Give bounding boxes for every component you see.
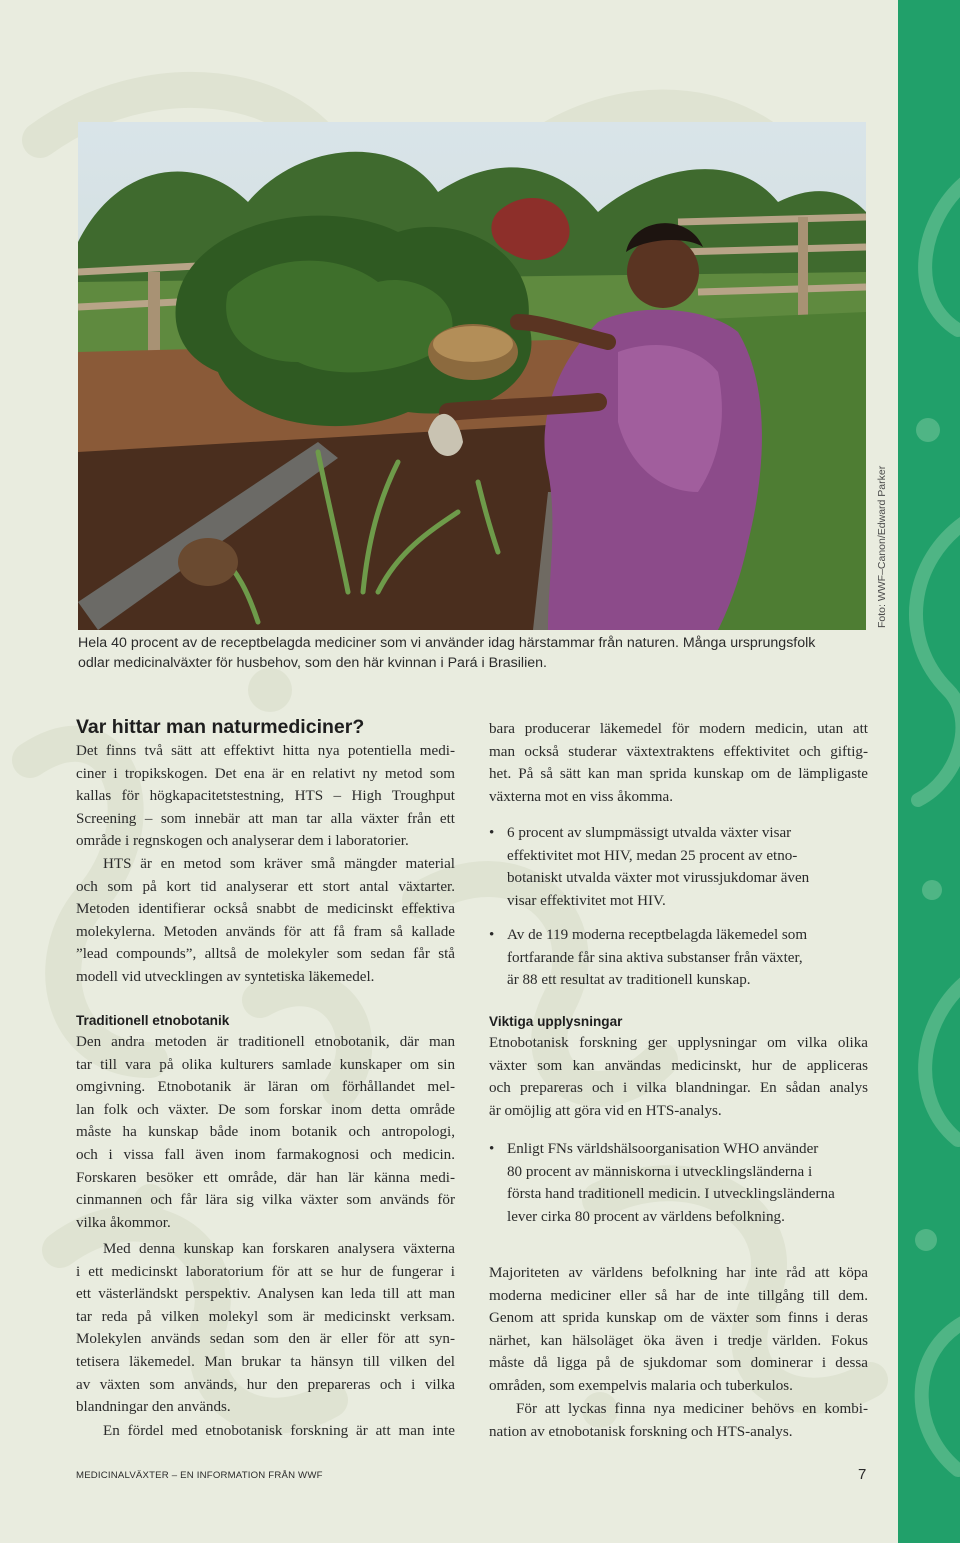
text-line: tetisera läkemedel. Man brukar ta hänsyn till vilken del	[76, 1353, 455, 1370]
left-paragraph-4	[76, 1238, 455, 1419]
text-line: 80 procent av människorna i utvecklingsländerna i	[507, 1163, 813, 1180]
garden-photo	[78, 122, 866, 630]
text-line: lan folk och växter. De som forskar inom detta område	[76, 1101, 455, 1118]
text-line: fortfarande får sina aktiva substanser från växter,	[507, 949, 803, 966]
text-line: nation av etnobotanisk forskning och HTS-analys.	[489, 1423, 793, 1440]
side-stripe	[898, 0, 960, 1543]
caption-line: odlar medicinalväxter för husbehov, som den här kvinnan i Pará i Brasilien.	[78, 655, 547, 671]
right-paragraph-4	[489, 1398, 868, 1443]
text-line: moderna mediciner eller så har de inte tillgång till dem.	[489, 1287, 868, 1304]
text-line: måste då ligga på de sjukdomar som dominerar i dessa	[489, 1355, 868, 1372]
bullet-dot-icon: •	[489, 1141, 495, 1157]
right-bullet-2	[489, 924, 868, 992]
text-line: En fördel med etnobotanisk forskning är att man inte	[103, 1423, 455, 1439]
left-paragraph-1	[76, 740, 455, 853]
right-bullet-3	[489, 1138, 868, 1228]
text-line: närhet, kan hälsoläget öka även i tredje världen. Fokus	[489, 1332, 868, 1349]
section-heading: Var hittar man naturmediciner?	[76, 716, 365, 738]
text-line: het. På så sätt kan man sprida kunskap om de lämpligaste	[489, 766, 868, 783]
text-line: är omöjlig att göra vid en HTS-analys.	[489, 1102, 722, 1119]
text-line: Enligt FNs världshälsoorganisation WHO använder	[507, 1141, 819, 1157]
left-paragraph-3	[76, 1031, 455, 1234]
page-number: 7	[858, 1466, 867, 1483]
text-line: och som på kort tid analyserar ett stort antal växtarter.	[76, 878, 455, 895]
text-line: Den andra metoden är traditionell etnobotanik, där man	[76, 1034, 455, 1050]
text-line: visar effektivitet mot HIV.	[507, 892, 666, 909]
text-line: modell vid utvecklingen av syntetiska läkemedel.	[76, 968, 375, 985]
text-line: ”lead compounds”, alltså de molekyler som sedan får stå	[76, 946, 455, 963]
text-line: HTS är en metod som kräver små mängder material	[103, 856, 455, 872]
text-line: första hand traditionell medicin. I utvecklingsländerna	[507, 1186, 835, 1203]
text-line: tar reda på vilken molekyl som är medicinskt verksam.	[76, 1308, 455, 1325]
text-line: cinmannen och får lära sig vilka växter som används för	[76, 1192, 455, 1209]
left-paragraph-2	[76, 853, 455, 989]
subheading-etnobotanik: Traditionell etnobotanik	[76, 1013, 230, 1028]
bullet-dot-icon: •	[489, 825, 495, 841]
photo-caption	[78, 633, 868, 673]
footer-publication: MEDICINALVÄXTER – EN INFORMATION FRÅN WWF	[76, 1470, 323, 1481]
text-line: kallas för högkapacitetstestning, HTS – High Troughput	[76, 788, 455, 805]
text-line: Av de 119 moderna receptbelagda läkemedel som	[507, 927, 808, 943]
text-line: tar till vara på olika kulturers samlade kunskaper om sin	[76, 1056, 455, 1073]
garden-photo-illustration	[78, 122, 866, 630]
text-line: och prepareras och i vilka blandningar. En sådan analys	[489, 1080, 868, 1097]
text-line: omgivning. Etnobotanik är läran om förhållandet mel-	[76, 1079, 455, 1096]
bullet-item	[489, 822, 868, 912]
text-line: växter som kan användas medicinskt, hur de appliceras	[489, 1057, 868, 1074]
right-bullet-1	[489, 822, 868, 912]
text-line: Screening – som innebär att man tar alla växter från ett	[76, 810, 455, 827]
stripe-ornament	[898, 0, 960, 1543]
text-line: måste ha kunskap både inom botanik och antropologi,	[76, 1124, 455, 1141]
bullet-dot-icon: •	[489, 927, 495, 943]
right-paragraph-2	[489, 1032, 868, 1122]
text-line: molekylerna. Metoden används för att få fram så kallade	[76, 923, 455, 940]
text-line: För att lyckas finna nya mediciner behövs en kombi-	[516, 1401, 868, 1417]
right-paragraph-1	[489, 718, 868, 808]
text-line: områden, som exempelvis malaria och tuberkulos.	[489, 1377, 793, 1394]
text-line: botaniskt utvalda växter mot virussjukdomar även	[507, 870, 810, 887]
caption-line: Hela 40 procent av de receptbelagda mediciner som vi använder idag härstammar från naturen. Många ursprungsfolk	[78, 635, 816, 651]
text-line: effektivitet mot HIV, medan 25 procent av etno-	[507, 847, 798, 864]
bullet-item	[489, 924, 868, 992]
photo-credit: Foto: WWF–Canon/Edward Parker	[876, 465, 888, 628]
subheading-upplysningar: Viktiga upplysningar	[489, 1014, 623, 1029]
text-line: Majoriteten av världens befolkning har inte råd att köpa	[489, 1265, 868, 1281]
text-line: område i regnskogen och analyserar dem i laboratorier.	[76, 833, 409, 850]
text-line: av växten som används, hur den prepareras och i vilka	[76, 1376, 455, 1393]
text-line: man också studerar växtextraktens effektivitet och giftig-	[489, 743, 868, 760]
text-line: ett västerländskt perspektiv. Analysen kan leda till att man	[76, 1286, 455, 1303]
text-line: Molekylen används sedan som den är eller för att syn-	[76, 1331, 455, 1348]
text-line: vilka åkommor.	[76, 1214, 171, 1231]
bullet-item	[489, 1138, 868, 1228]
text-line: i ett medicinskt laboratorium för att se hur de fungerar i	[76, 1263, 455, 1280]
left-paragraph-5	[76, 1420, 455, 1443]
text-line: och i vissa fall även inom farmakognosi och medicin.	[76, 1146, 455, 1163]
text-line: 6 procent av slumpmässigt utvalda växter visar	[507, 825, 792, 841]
text-line: Forskaren besöker ett område, där han lär känna medi-	[76, 1169, 455, 1186]
text-line: Genom att sprida kunskap om de växter som finns i deras	[489, 1310, 868, 1327]
text-line: ciner i tropikskogen. Det ena är en relativt ny metod som	[76, 765, 455, 782]
right-paragraph-3	[489, 1262, 868, 1398]
text-line: Etnobotanisk forskning ger upplysningar om vilka olika	[489, 1035, 868, 1051]
text-line: blandningar den används.	[76, 1399, 231, 1416]
text-line: Metoden identifierar också snabbt de medicinskt effektiva	[76, 901, 455, 918]
text-line: lever cirka 80 procent av världens befolkning.	[507, 1208, 785, 1225]
text-line: Med denna kunskap kan forskaren analysera växterna	[103, 1241, 455, 1257]
text-line: Det finns två sätt att effektivt hitta nya potentiella medi-	[76, 743, 455, 759]
text-line: är 88 ett resultat av traditionell kunskap.	[507, 972, 751, 989]
text-line: växterna mot en viss åkomma.	[489, 788, 674, 805]
text-line: bara producerar läkemedel för modern medicin, utan att	[489, 721, 868, 737]
